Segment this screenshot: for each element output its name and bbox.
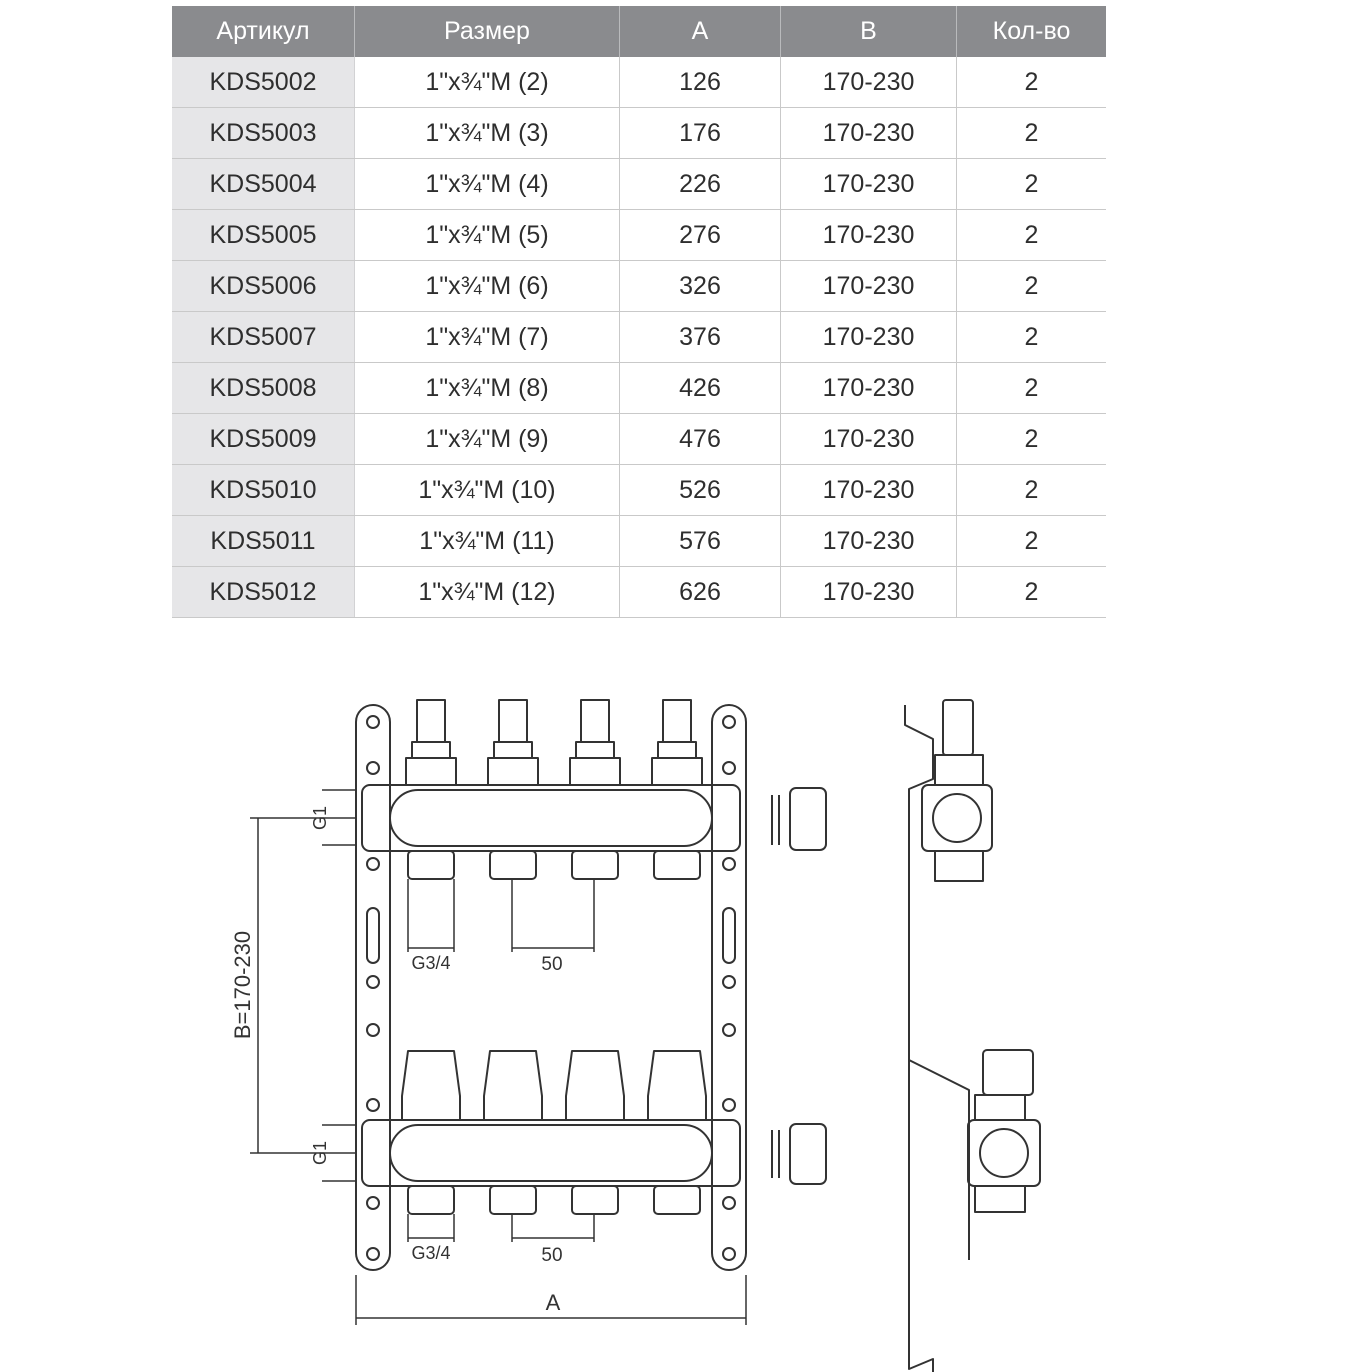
table-row xyxy=(172,516,1106,567)
cell-b: 170-230 xyxy=(781,57,957,108)
cell-b: 170-230 xyxy=(781,261,957,312)
cell-a: 576 xyxy=(620,516,781,567)
cell-a: 526 xyxy=(620,465,781,516)
label-g34-upper: G3/4 xyxy=(411,953,451,973)
cell-b: 170-230 xyxy=(781,108,957,159)
cell-article: KDS5009 xyxy=(172,414,355,465)
cell-b: 170-230 xyxy=(781,516,957,567)
table-row xyxy=(172,57,1106,108)
table-row xyxy=(172,312,1106,363)
spec-table xyxy=(172,6,1106,618)
cell-article: KDS5011 xyxy=(172,516,355,567)
cell-size: 1"x¾"M (6) xyxy=(355,261,620,312)
flowmeters xyxy=(406,700,702,785)
cell-article: KDS5004 xyxy=(172,159,355,210)
col-header-a: A xyxy=(620,6,781,57)
cell-qty: 2 xyxy=(957,159,1107,210)
cell-qty: 2 xyxy=(957,210,1107,261)
cell-a: 226 xyxy=(620,159,781,210)
cell-article: KDS5005 xyxy=(172,210,355,261)
cell-a: 476 xyxy=(620,414,781,465)
cell-a: 326 xyxy=(620,261,781,312)
manifold-drawing xyxy=(0,640,1372,1372)
cell-size: 1"x¾"M (10) xyxy=(355,465,620,516)
table-header-row xyxy=(172,6,1106,57)
cell-article: KDS5006 xyxy=(172,261,355,312)
cell-article: KDS5012 xyxy=(172,567,355,618)
cell-qty: 2 xyxy=(957,516,1107,567)
label-50-lower: 50 xyxy=(541,1245,563,1266)
cell-b: 170-230 xyxy=(781,312,957,363)
side-view xyxy=(905,700,1040,1372)
cell-article: KDS5010 xyxy=(172,465,355,516)
label-g34-lower: G3/4 xyxy=(411,1243,451,1263)
lower-manifold-pipe xyxy=(356,1120,746,1186)
table-row xyxy=(172,414,1106,465)
cell-size: 1"x¾"M (5) xyxy=(355,210,620,261)
cell-qty: 2 xyxy=(957,363,1107,414)
table-row xyxy=(172,108,1106,159)
cell-a: 426 xyxy=(620,363,781,414)
table-row xyxy=(172,363,1106,414)
table-row xyxy=(172,567,1106,618)
cell-qty: 2 xyxy=(957,465,1107,516)
cell-size: 1"x¾"M (3) xyxy=(355,108,620,159)
valve-caps xyxy=(402,1051,706,1120)
table-row xyxy=(172,465,1106,516)
cell-size: 1"x¾"M (4) xyxy=(355,159,620,210)
cell-qty: 2 xyxy=(957,567,1107,618)
col-header-qty: Кол-во xyxy=(957,6,1107,57)
cell-qty: 2 xyxy=(957,261,1107,312)
table-row xyxy=(172,261,1106,312)
cell-b: 170-230 xyxy=(781,363,957,414)
dimension-lines xyxy=(250,790,746,1325)
cell-article: KDS5003 xyxy=(172,108,355,159)
cell-b: 170-230 xyxy=(781,567,957,618)
col-header-article: Артикул xyxy=(172,6,355,57)
cell-size: 1"x¾"M (2) xyxy=(355,57,620,108)
cell-b: 170-230 xyxy=(781,414,957,465)
col-header-b: B xyxy=(781,6,957,57)
cell-b: 170-230 xyxy=(781,159,957,210)
cell-size: 1"x¾"M (9) xyxy=(355,414,620,465)
label-50-upper: 50 xyxy=(541,954,563,975)
cell-a: 126 xyxy=(620,57,781,108)
cell-article: KDS5008 xyxy=(172,363,355,414)
lower-outlets xyxy=(408,1186,700,1214)
upper-manifold-pipe xyxy=(356,785,746,851)
cell-size: 1"x¾"M (11) xyxy=(355,516,620,567)
label-g1-upper: G1 xyxy=(310,805,330,831)
cell-qty: 2 xyxy=(957,57,1107,108)
cell-a: 376 xyxy=(620,312,781,363)
cell-article: KDS5002 xyxy=(172,57,355,108)
cell-qty: 2 xyxy=(957,108,1107,159)
cell-qty: 2 xyxy=(957,414,1107,465)
label-b-dimension: B=170-230 xyxy=(230,930,255,1040)
cell-a: 626 xyxy=(620,567,781,618)
cell-b: 170-230 xyxy=(781,210,957,261)
cell-size: 1"x¾"M (12) xyxy=(355,567,620,618)
upper-outlets xyxy=(408,851,700,879)
table-row xyxy=(172,210,1106,261)
table-body xyxy=(172,57,1106,618)
end-plugs xyxy=(772,788,826,1184)
label-g1-lower: G1 xyxy=(310,1140,330,1166)
col-header-size: Размер xyxy=(355,6,620,57)
cell-qty: 2 xyxy=(957,312,1107,363)
table-row xyxy=(172,159,1106,210)
cell-size: 1"x¾"M (7) xyxy=(355,312,620,363)
cell-b: 170-230 xyxy=(781,465,957,516)
cell-a: 276 xyxy=(620,210,781,261)
cell-a: 176 xyxy=(620,108,781,159)
cell-size: 1"x¾"M (8) xyxy=(355,363,620,414)
label-a-dimension: A xyxy=(545,1290,561,1315)
cell-article: KDS5007 xyxy=(172,312,355,363)
